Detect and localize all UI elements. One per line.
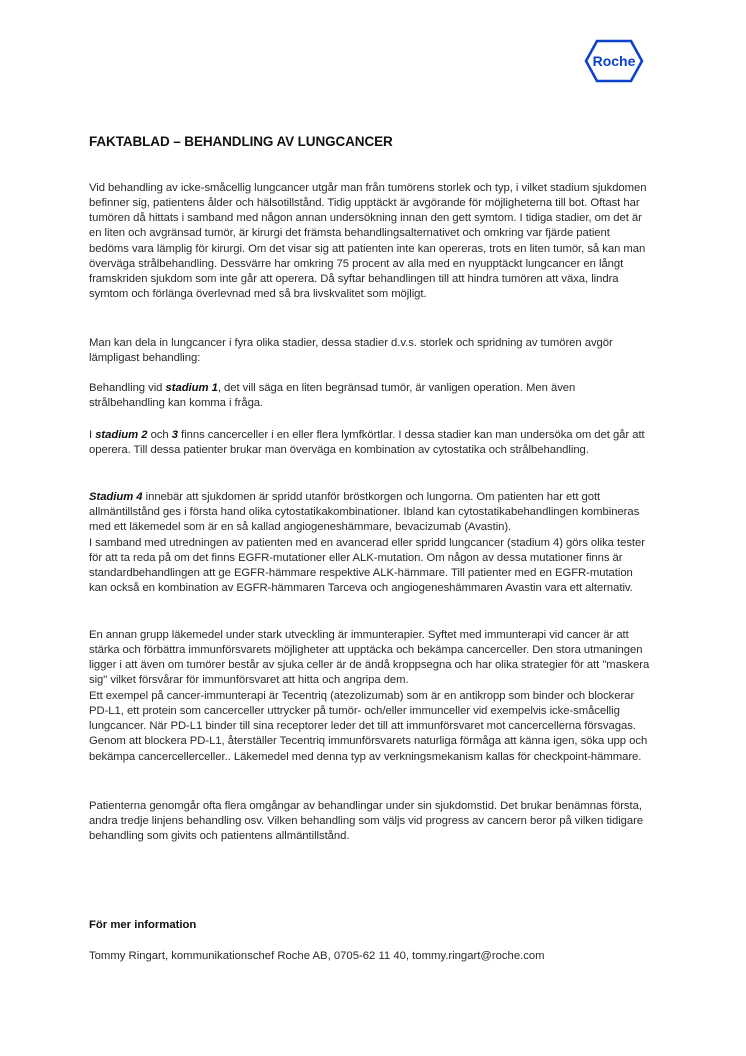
more-info-heading: För mer information: [89, 919, 197, 931]
paragraph-stages-intro: Man kan dela in lungcancer i fyra olika stadier, dessa stadier d.v.s. storlek och spridning av tumören avgör lämpligast behandling:: [89, 337, 613, 365]
roche-hexagon-icon: [584, 39, 644, 83]
stage4-post: innebär att sjukdomen är spridd utanför bröstkorgen och lungorna. Om patienten har ett gott allmäntillstånd ges i första hand olika cytostatikakombinationer. Ibland kan cytostatikabehandlingen kombineras med ett läkemedel som är en så kallad angiogeneshämmare, bevacizumab (Avastin).: [89, 491, 640, 534]
stage1-post: , det vill säga en liten begränsad tumör, är vanligen operation. Men även strålbehandling kan komma i fråga.: [89, 382, 576, 410]
paragraph-stage-1: [89, 381, 651, 411]
stage23-pre: I: [89, 429, 96, 441]
paragraph-stage-2-3: [89, 428, 651, 458]
roche-logo: [584, 39, 644, 83]
stage23-post: finns cancerceller i en eller flera lymfkörtlar. I dessa stadier kan man undersöka om det går att operera. Till dessa patienter brukar man överväga en kombination av cytostatika och strålbehandling.: [89, 429, 645, 457]
stage4-term: Stadium 4: [89, 491, 143, 503]
stage1-pre: Behandling vid: [89, 382, 166, 394]
stage23-mid: och: [147, 429, 172, 441]
stage1-term: stadium 1: [165, 382, 218, 394]
stage23-term-b: 3: [171, 429, 178, 441]
paragraph-stage-4: [89, 490, 651, 535]
paragraph-mutation: I samband med utredningen av patienten med en avancerad eller spridd lungcancer (stadium 4) görs olika tester för att ta reda på om det finns EGFR-mutationer eller ALK-mutation. Om någon av dessa mutationer finns är standardbehandlingen att ge EGFR-hämmare respektive ALK-hämmare. Till patienter med en EGFR-mutation kan också en kombination av EGFR-hämmaren Tarceva och angiogeneshämmaren Avastin vara ett alternativ.: [89, 537, 645, 595]
contact-line: Tommy Ringart, kommunikationschef Roche AB, 0705-62 11 40, tommy.ringart@roche.com: [89, 950, 545, 962]
paragraph-immunotherapy: En annan grupp läkemedel under stark utveckling är immunterapier. Syftet med immunterapi vid cancer är att stärka och förbättra immunförsvarets möjligheter att upptäcka och bekämpa cancerceller. Den stora utmaningen ligger i att även om tumörer består av sjuka celler är de ändå kroppsegna och har olika strategier för att "maskera sig" vilket försvårar för immunförsvaret att hitta och angripa dem.: [89, 629, 650, 687]
page-title: FAKTABLAD – BEHANDLING AV LUNGCANCER: [89, 134, 393, 149]
paragraph-tecentriq: Ett exempel på cancer-immunterapi är Tecentriq (atezolizumab) som är en antikropp som binder och blockerar PD-L1, ett protein som cancerceller uttrycker på tumör- och/eller immunceller vid exempelvis icke-småcellig lungcancer. När PD-L1 binder till sina receptorer leder det till att immunförsvaret mot cancercellerna försvagas. Genom att blockera PD-L1, återställer Tecentriq immunförsvarets naturliga förmåga att känna igen, söka upp och bekämpa cancercellerceller.. Läkemedel med denna typ av verkningsmekanism kallas för checkpoint-hämmare.: [89, 690, 648, 763]
paragraph-closing: Patienterna genomgår ofta flera omgångar av behandlingar under sin sjukdomstid. Det brukar benämnas första, andra tredje linjens behandling osv. Vilken behandling som väljs vid progress av cancern beror på vilken tidigare behandling som givits och patientens allmäntillstånd.: [89, 800, 644, 843]
stage23-term-a: stadium 2: [95, 429, 148, 441]
paragraph-intro: Vid behandling av icke-småcellig lungcancer utgår man från tumörens storlek och typ, i vilket stadium sjukdomen befinner sig, patientens ålder och hälsotillstånd. Tidig upptäckt är avgörande för möjligheterna till bot. Oftast har tumören då hittats i samband med någon annan undersökning innan den gett symtom. I tidiga stadier, om det är en liten och avgränsad tumör, är kirurgi det främsta behandlingsalternativet och omkring var fjärde patient bedöms vara lämplig för kirurgi. Om det visar sig att patienten inte kan opereras, trots en liten tumör, så kan man överväga strålbehandling. Dessvärre har omkring 75 procent av alla med en nyupptäckt lungcancer en långt framskriden sjukdom som inte går att operera. Då syftar behandlingen till att hindra tumören att växa, lindra symtom och förlänga överlevnad med så bra livskvalitet som möjligt.: [89, 182, 647, 301]
roche-logo-text: Roche: [592, 53, 636, 69]
